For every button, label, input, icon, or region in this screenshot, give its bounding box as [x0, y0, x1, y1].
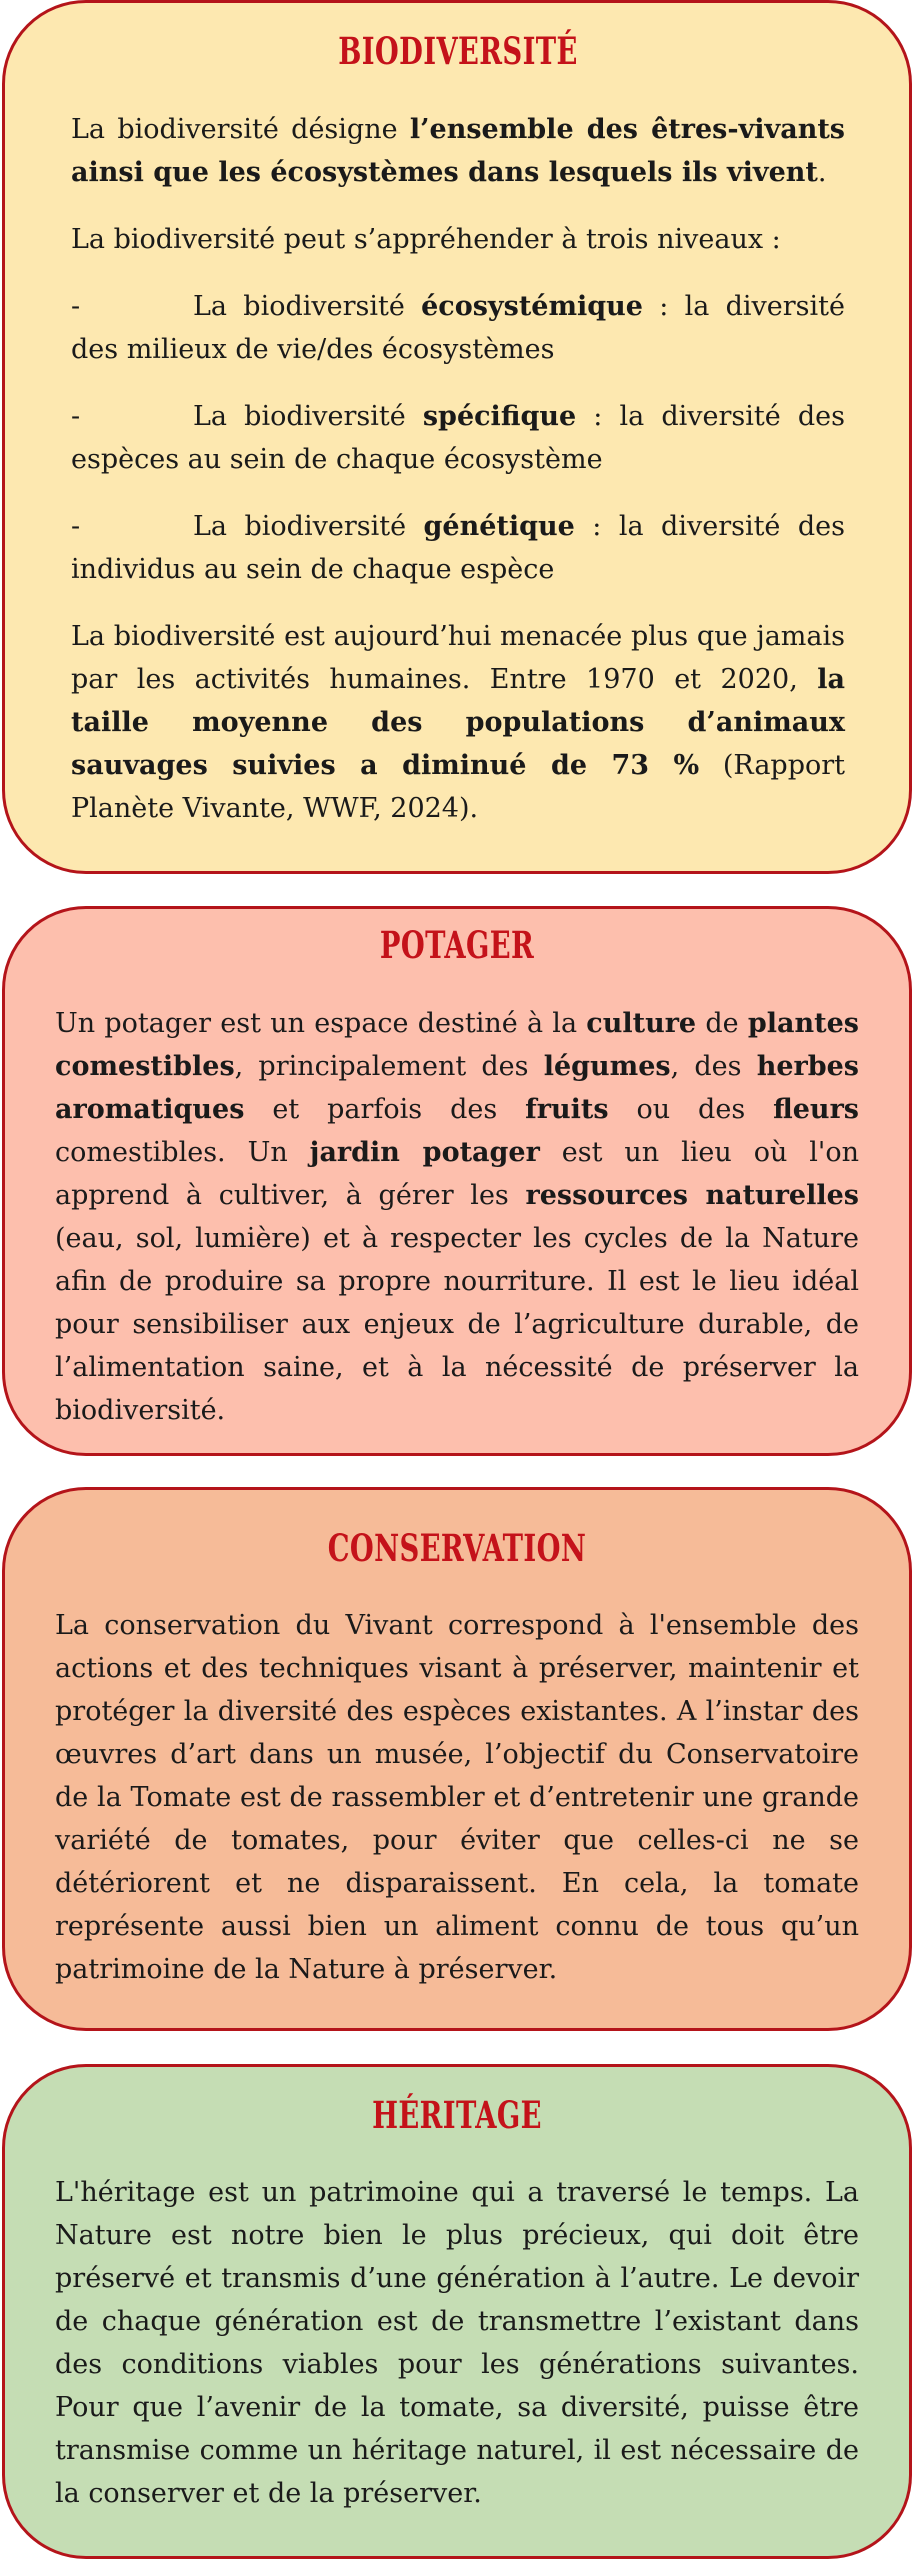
biodiversite-card: [2, 0, 912, 874]
biodiversite-threat: La biodiversité est aujourd’hui menacée plus que jamais par les activités humaines. Entre 1970 et 2020, la taille moyenne des populations d’animaux sauvages suivies a diminué de 73 % (Rapport Planète Vivante, WWF, 2024).: [71, 621, 845, 824]
conservation-title: CONSERVATION: [327, 1526, 587, 1570]
conservation-text: La conservation du Vivant correspond à l'ensemble des actions et des techniques visant à préserver, maintenir et protéger la diversité des espèces existantes. A l’instar des œuvres d’art dans un musée, l’objectif du Conservatoire de la Tomate est de rassembler et d’entretenir une grande variété de tomates, pour éviter que celles-ci ne se détériorent et ne disparaissent. En cela, la tomate représente aussi bien un aliment connu de tous qu’un patrimoine de la Nature à préserver.: [55, 1610, 859, 1985]
potager-title: POTAGER: [379, 923, 535, 967]
conservation-card: [2, 1487, 912, 2031]
biodiversite-level-specifique: - La biodiversité spécifique : la diversité des espèces au sein de chaque écosystème: [71, 401, 846, 475]
heritage-text: L'héritage est un patrimoine qui a traversé le temps. La Nature est notre bien le plus précieux, qui doit être préservé et transmis d’une génération à l’autre. Le devoir de chaque génération est de transmettre l’existant dans des conditions viables pour les générations suivantes. Pour que l’avenir de la tomate, sa diversité, puisse être transmise comme un héritage naturel, il est nécessaire de la conserver et de la préserver.: [55, 2177, 859, 2509]
biodiversite-level-ecosystemique: - La biodiversité écosystémique : la diversité des milieux de vie/des écosystèmes: [71, 291, 845, 365]
biodiversite-levels-intro: La biodiversité peut s’appréhender à trois niveaux :: [71, 224, 781, 255]
potager-card: [2, 906, 912, 1456]
heritage-card: [2, 2064, 912, 2559]
heritage-title: HÉRITAGE: [372, 2093, 542, 2137]
potager-text: Un potager est un espace destiné à la culture de plantes comestibles, principalement des légumes, des herbes aromatiques et parfois des fruits ou des fleurs comestibles. Un jardin potager est un lieu où l'on apprend à cultiver, à gérer les ressources naturelles (eau, sol, lumière) et à respecter les cycles de la Nature afin de produire sa propre nourriture. Il est le lieu idéal pour sensibiliser aux enjeux de l’agriculture durable, de l’alimentation saine, et à la nécessité de préserver la biodiversité.: [55, 1008, 859, 1426]
biodiversite-level-genetique: - La biodiversité génétique : la diversité des individus au sein de chaque espèce: [71, 511, 845, 585]
biodiversite-title: BIODIVERSITÉ: [338, 29, 578, 73]
biodiversite-definition: La biodiversité désigne l’ensemble des êtres-vivants ainsi que les écosystèmes dans lesquels ils vivent.: [71, 114, 845, 188]
